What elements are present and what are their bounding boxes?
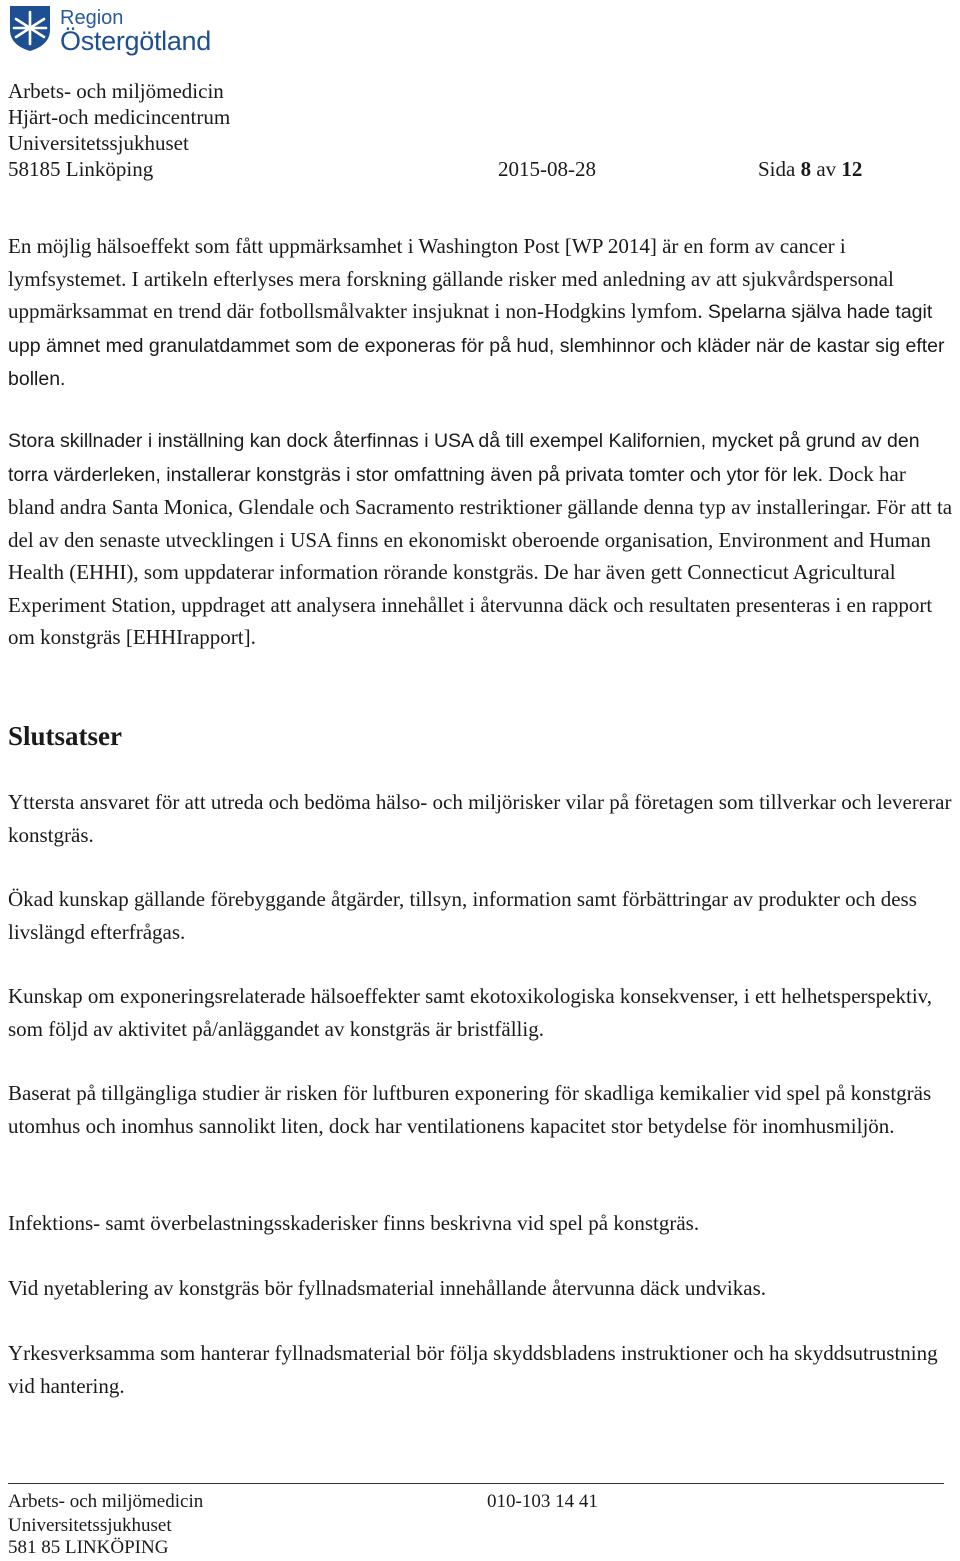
- logo-text-region: Region: [60, 7, 124, 29]
- footer-org: Arbets- och miljömedicin: [8, 1491, 204, 1512]
- conclusion-2: Ökad kunskap gällande förebyggande åtgärder, tillsyn, information samt förbättringar av produkter och dess livslängd efterfrågas.: [8, 887, 917, 944]
- header-city: 58185 Linköping: [8, 157, 154, 181]
- page-current: 8: [800, 157, 812, 181]
- conclusion-6: Vid nyetablering av konstgräs bör fyllnadsmaterial innehållande återvunna däck undvikas.: [8, 1276, 766, 1300]
- page-total: 12: [841, 157, 863, 181]
- paragraph-usa: [8, 424, 954, 654]
- header-org-line-3: Universitetssjukhuset: [8, 131, 189, 155]
- conclusion-7: Yrkesverksamma som hanterar fyllnadsmaterial bör följa skyddsbladens instruktioner och ha skyddsutrustning vid hantering.: [8, 1341, 938, 1398]
- page-number: [758, 155, 862, 183]
- header-meta-row: [8, 155, 908, 183]
- footer-divider: [8, 1483, 944, 1484]
- paragraph-1-serif: En möjlig hälsoeffekt som fått uppmärksamhet i Washington Post [WP 2014] är en form av cancer i lymfsystemet. I artikeln efterlyses mera forskning gällande risker med anledning av att sjukvårdspersonal uppmärksammat en trend där fotbollsmålvakter insjuknat i non-Hodgkins lymfom.: [8, 234, 894, 323]
- conclusion-1: Yttersta ansvaret för att utreda och bedöma hälso- och miljörisker vilar på företagen som tillverkar och levererar konstgräs.: [8, 790, 952, 847]
- conclusion-4: Baserat på tillgängliga studier är risken för luftburen exponering för skadliga kemikalier vid spel på konstgräs utomhus och inomhus sannolikt liten, dock har ventilationens kapacitet stor betydelse för inomhusmiljön.: [8, 1081, 932, 1138]
- conclusion-3: Kunskap om exponeringsrelaterade hälsoeffekter samt ekotoxikologiska konsekvenser, i ett helhetsperspektiv, som följd av aktivitet på/anläggandet av konstgräs är bristfällig.: [8, 984, 933, 1041]
- paragraph-1-sans: Spelarna själva hade tagit upp ämnet med granulatdammet som de exponeras för på hud, slemhinnor och kläder när de kastar sig efter bollen.: [8, 301, 945, 390]
- footer-address: 581 85 LINKÖPING: [8, 1537, 169, 1558]
- paragraph-washington-post: [8, 230, 954, 396]
- footer-hospital: Universitetssjukhuset: [8, 1515, 172, 1536]
- header-date: 2015-08-28: [498, 157, 596, 181]
- conclusion-5: Infektions- samt överbelastningsskaderisker finns beskrivna vid spel på konstgräs.: [8, 1211, 700, 1235]
- paragraph-2-serif: Dock har bland andra Santa Monica, Glendale och Sacramento restriktioner gällande denna typ av installeringar. För att ta del av den senaste utvecklingen i USA finns en ekonomiskt oberoende organisation, Environment and Human Health (EHHI), som uppdaterar information rörande konstgräs. De har även gett Connecticut Agricultural Experiment Station, uppdraget att analysera innehållet i återvunna däck och resultaten presenteras i en rapport om konstgräs [EHHIrapport].: [8, 461, 953, 649]
- region-ostergotland-logo: [8, 4, 211, 56]
- crest-icon: [8, 4, 52, 52]
- footer-phone: 010-103 14 41: [487, 1491, 598, 1512]
- header-org-line-1: Arbets- och miljömedicin: [8, 79, 224, 103]
- page-sep: av: [816, 157, 837, 181]
- header-org-line-2: Hjärt-och medicincentrum: [8, 105, 231, 129]
- logo-text-ostergotland: Östergötland: [60, 26, 211, 56]
- page-prefix: Sida: [758, 157, 796, 181]
- section-heading-slutsatser: Slutsatser: [8, 721, 122, 751]
- paragraph-2-sans: Stora skillnader i inställning kan dock återfinnas i USA då till exempel Kalifornien, mycket på grund av den torra värderleken, installerar konstgräs i stor omfattning även på privata tomter och ytor för lek.: [8, 430, 920, 486]
